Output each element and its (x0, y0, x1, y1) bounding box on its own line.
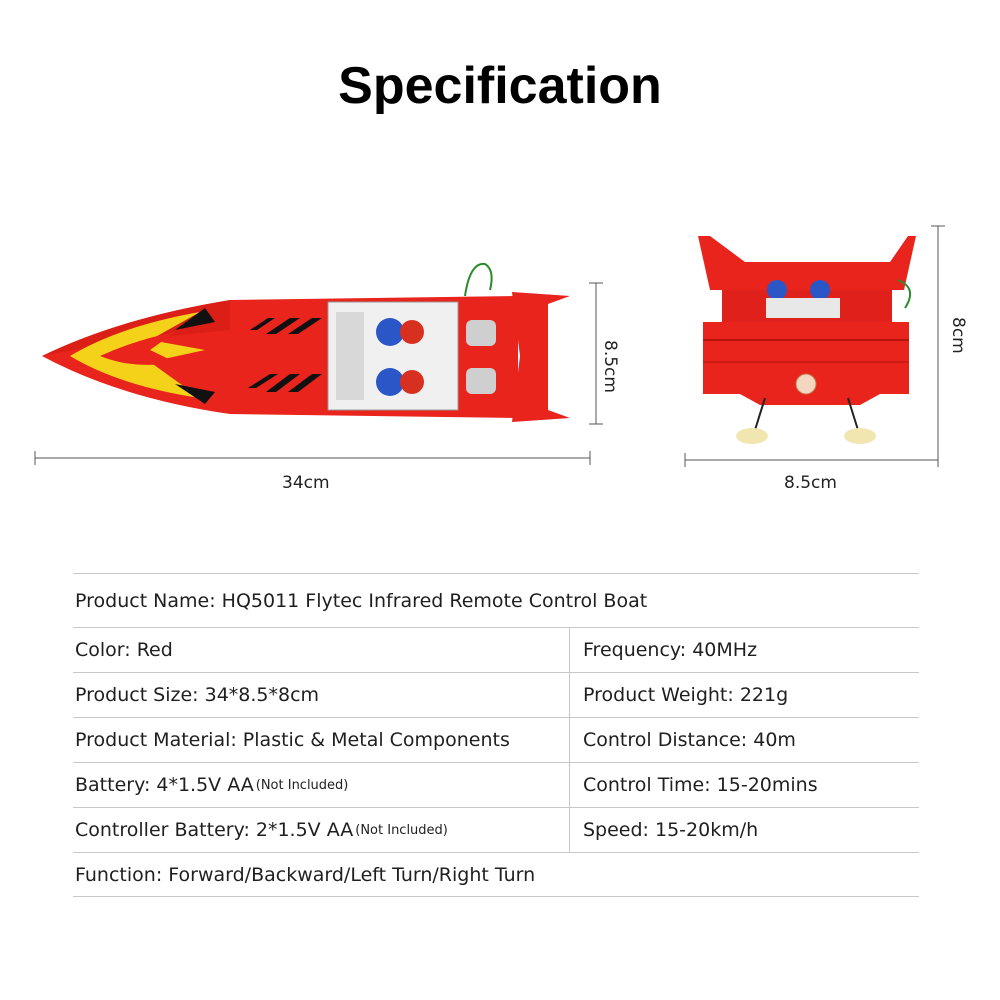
spec-table (73, 573, 919, 897)
column-divider (569, 673, 570, 717)
spec-controller-battery-text: Controller Battery: 2*1.5V AA (75, 819, 354, 841)
column-divider (569, 763, 570, 807)
rear-height-label: 8cm (948, 317, 968, 354)
spec-row (73, 627, 919, 672)
side-length-label: 34cm (282, 473, 330, 493)
spec-product-size: Product Size: 34*8.5*8cm (75, 684, 320, 706)
boat-rear-view (698, 236, 916, 444)
spec-row (73, 762, 919, 807)
spec-control-time: Control Time: 15-20mins (583, 774, 818, 796)
spec-product-weight: Product Weight: 221g (583, 684, 789, 706)
page-title: Specification (338, 57, 662, 115)
spec-controller-battery-note: (Not Included) (355, 822, 448, 838)
spec-color: Color: Red (75, 639, 173, 661)
spec-product-material: Product Material: Plastic & Metal Components (75, 729, 510, 751)
rear-width-label: 8.5cm (784, 473, 837, 493)
spec-frequency: Frequency: 40MHz (583, 639, 758, 661)
spec-controller-battery (75, 808, 448, 852)
spec-speed: Speed: 15-20km/h (583, 819, 759, 841)
spec-control-distance: Control Distance: 40m (583, 729, 796, 751)
spec-row (73, 672, 919, 717)
column-divider (569, 628, 570, 672)
spec-function: Function: Forward/Backward/Left Turn/Right Turn (75, 863, 536, 886)
spec-row (73, 807, 919, 852)
spec-battery-note: (Not Included) (255, 777, 349, 793)
spec-product-name: Product Name: HQ5011 Flytec Infrared Remote Control Boat (75, 589, 648, 612)
spec-row (73, 717, 919, 762)
spec-row (73, 573, 919, 627)
spec-battery-text: Battery: 4*1.5V AA (75, 774, 254, 796)
column-divider (569, 718, 570, 762)
side-width-label: 8.5cm (600, 340, 620, 393)
spec-battery (75, 763, 348, 807)
spec-row (73, 852, 919, 897)
column-divider (569, 808, 570, 852)
